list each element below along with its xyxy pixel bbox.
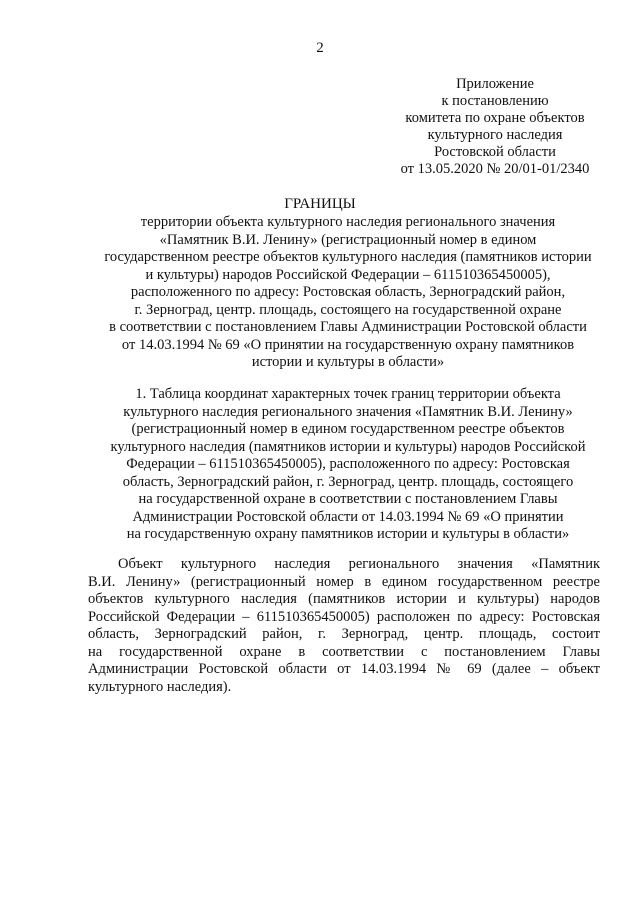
page-number: 2 — [316, 40, 324, 56]
paragraph-line: на государственной охране в соответствии с постановлением Главы — [88, 643, 600, 660]
subtitle-line: г. Зерноград, центр. площадь, состоящего на государственной охране — [134, 301, 562, 318]
section-line: область, Зерноградский район, г. Зерноград, центр. площадь, состоящего — [122, 473, 574, 490]
section-line: культурного наследия регионального значения «Памятник В.И. Ленину» — [123, 403, 573, 420]
paragraph-line: культурного наследия). — [88, 678, 232, 695]
body-paragraph — [88, 556, 600, 696]
subtitle-line: в соответствии с постановлением Главы Администрации Ростовской области — [109, 319, 587, 335]
subtitle-line: «Памятник В.И. Ленину» (регистрационный номер в едином — [159, 231, 537, 248]
paragraph-line: Российской Федерации – 611510365450005) расположен по адресу: Ростовская — [88, 608, 600, 625]
section-line: на государственную охрану памятников истории и культуры в области» — [126, 526, 570, 542]
appendix-line: от 13.05.2020 № 20/01-01/2340 — [400, 161, 590, 177]
paragraph-line: область, Зерноградский район, г. Зерноград, центр. площадь, состоит — [88, 626, 600, 642]
subtitle-line: от 14.03.1994 № 69 «О принятии на государственную охрану памятников — [121, 336, 575, 353]
appendix-line: культурного наследия — [427, 127, 563, 143]
subtitle-line: и культуры) народов Российской Федерации – 611510365450005), — [145, 266, 551, 283]
appendix-line: Приложение — [456, 76, 534, 92]
appendix-line: к постановлению — [441, 93, 549, 109]
appendix-block — [380, 76, 610, 178]
section-line: Администрации Ростовской области от 14.03.1994 № 69 «О принятии — [132, 508, 564, 525]
document-title: ГРАНИЦЫ — [284, 196, 356, 212]
section-line: 1. Таблица координат характерных точек границ территории объекта — [135, 386, 561, 402]
appendix-line: комитета по охране объектов — [405, 110, 585, 126]
paragraph-line: Объект культурного наследия регионального значения «Памятник — [118, 556, 600, 572]
paragraph-line: В.И. Ленину» (регистрационный номер в едином государственном реестре — [88, 573, 600, 590]
subtitle-line: территории объекта культурного наследия регионального значения — [140, 214, 556, 230]
section-heading — [88, 386, 608, 544]
paragraph-line: объектов культурного наследия (памятников истории и культуры) народов — [88, 591, 600, 607]
section-line: Федерации – 611510365450005), расположенного по адресу: Ростовская — [126, 456, 570, 472]
subtitle-line: истории и культуры в области» — [251, 354, 445, 370]
section-line: (регистрационный номер в едином государственном реестре объектов — [131, 421, 565, 437]
section-line: на государственной охране в соответствии с постановлением Главы — [138, 491, 558, 507]
document-subtitle — [88, 214, 608, 372]
subtitle-line: расположенного по адресу: Ростовская область, Зерноградский район, — [130, 284, 566, 300]
subtitle-line: государственном реестре объектов культурного наследия (памятников истории — [104, 249, 592, 265]
section-line: культурного наследия (памятников истории и культуры) народов Российской — [110, 438, 586, 455]
appendix-line: Ростовской области — [434, 144, 556, 160]
paragraph-line: Администрации Ростовской области от 14.03.1994 № 69 (далее – объект — [88, 661, 600, 677]
